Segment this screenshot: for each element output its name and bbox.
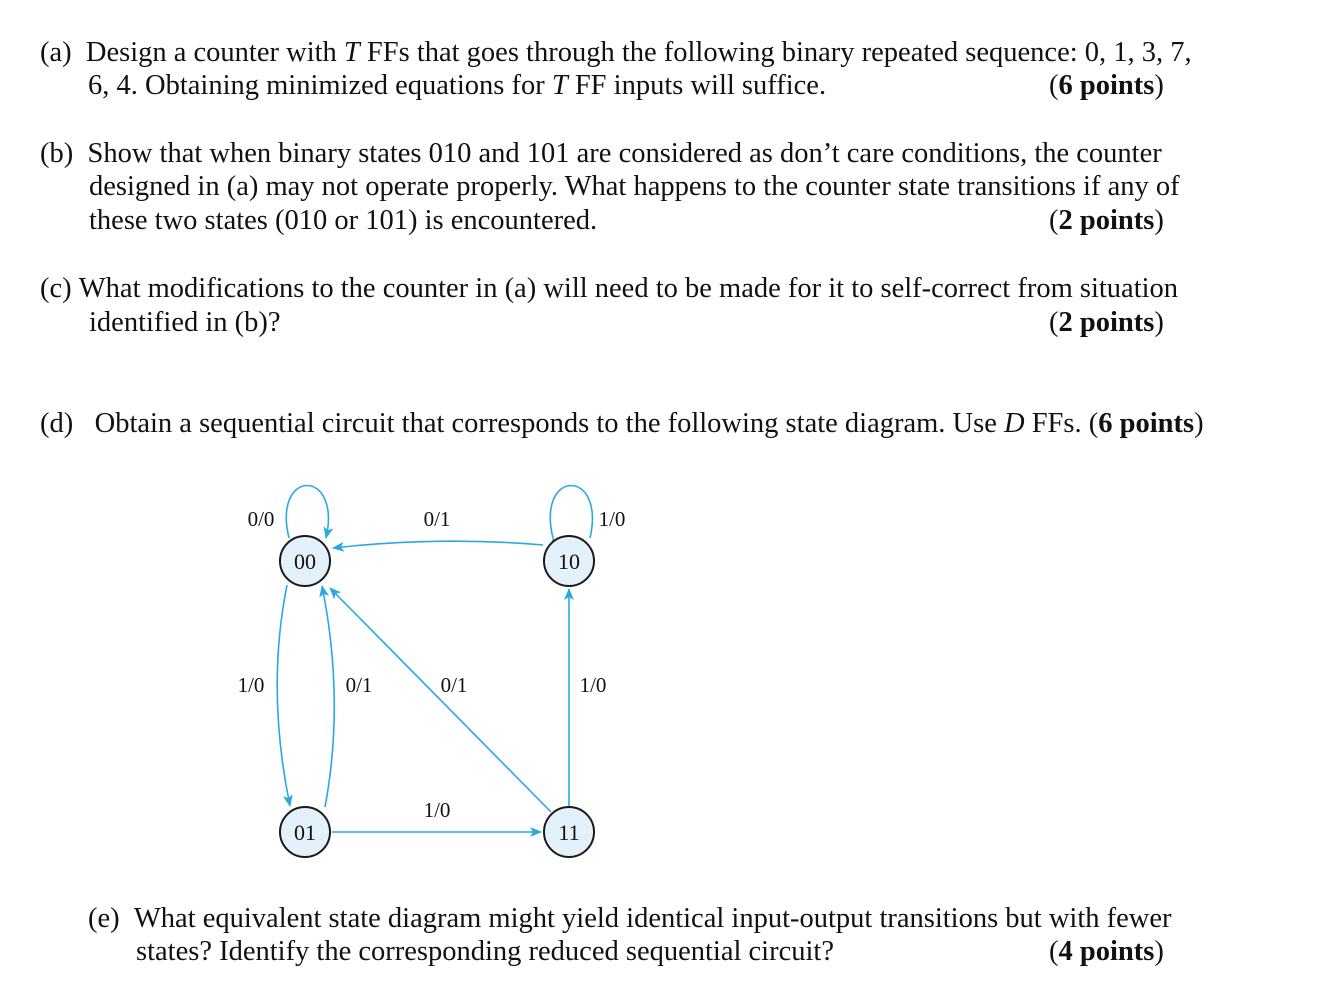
part-a-points-value: 6 points — [1058, 70, 1155, 101]
part-d-line: (d) Obtain a sequential circuit that corresponds to the following state diagram. Use D FFs. (6 points) — [40, 408, 1204, 439]
state-node-11 — [544, 807, 594, 857]
part-c-text-1: What modifications to the counter in (a) will need to be made for it to self-correct from situation — [78, 273, 1179, 304]
part-d-label: (d) — [40, 408, 74, 439]
label-11-to-00: 0/1 — [440, 673, 468, 697]
label-01-to-00: 0/1 — [345, 673, 373, 697]
part-e-text-1: What equivalent state diagram might yield identical input-output transitions but with fewer — [133, 903, 1172, 934]
part-e-label: (e) — [88, 903, 120, 934]
part-a-label: (a) — [40, 37, 72, 68]
variable-d: D — [1003, 408, 1025, 439]
part-b-points: (2 points) — [1049, 205, 1164, 236]
label-00-to-01: 1/0 — [237, 673, 265, 697]
part-a-text-2-post: FF inputs will suffice. — [567, 70, 827, 101]
label-01-to-11: 1/0 — [423, 798, 451, 822]
edge-11-to-00 — [330, 588, 551, 812]
label-11-to-10: 1/0 — [579, 673, 607, 697]
part-b-label: (b) — [40, 138, 74, 169]
part-c-text-2: identified in (b)? — [89, 307, 281, 338]
state-node-01 — [280, 807, 330, 857]
part-b-text-1: Show that when binary states 010 and 101 are considered as don’t care conditions, the counter — [87, 138, 1162, 169]
part-e-points: (4 points) — [1049, 936, 1164, 967]
part-e-text-2: states? Identify the corresponding reduced sequential circuit? — [136, 936, 834, 967]
part-e-line-1 — [88, 902, 1172, 936]
edge-01-to-00 — [322, 586, 334, 807]
part-c-points: (2 points) — [1049, 307, 1164, 338]
state-node-10 — [544, 536, 594, 586]
part-d-points-value: 6 points — [1098, 408, 1195, 439]
state-label-10: 10 — [558, 549, 580, 574]
state-label-11: 11 — [558, 820, 580, 845]
state-label-00: 00 — [294, 549, 316, 574]
part-d-text-pre: Obtain a sequential circuit that corresponds to the following state diagram. Use — [94, 408, 1004, 439]
part-a-points: (6 points) — [1049, 70, 1164, 101]
part-d-text-post: FFs. ( — [1024, 408, 1099, 439]
label-self-10: 1/0 — [598, 507, 626, 531]
state-node-00 — [280, 536, 330, 586]
edge-10-to-00 — [333, 541, 543, 548]
edge-self-loop-10 — [550, 486, 592, 539]
part-a-text-1-post: FFs that goes through the following binary repeated sequence: 0, 1, 3, 7, — [359, 37, 1192, 68]
part-b-text-3: these two states (010 or 101) is encountered. — [89, 205, 598, 236]
label-self-00: 0/0 — [247, 507, 275, 531]
transition-edges — [277, 486, 592, 833]
part-e-line-2 — [136, 935, 834, 969]
state-label-01: 01 — [294, 820, 316, 845]
edge-00-to-01 — [277, 585, 290, 806]
part-c-label: (c) — [40, 273, 72, 304]
label-10-to-00: 0/1 — [423, 507, 451, 531]
part-c-points-value: 2 points — [1058, 307, 1155, 338]
part-a-text-1-pre: Design a counter with — [85, 37, 344, 68]
part-a-text-2-pre: 6, 4. Obtaining minimized equations for — [88, 70, 552, 101]
variable-t: T — [551, 70, 568, 101]
part-e-points-value: 4 points — [1058, 936, 1155, 967]
edge-self-loop-00 — [286, 486, 328, 539]
part-b-text-2: designed in (a) may not operate properly. What happens to the counter state transitions if any of — [89, 171, 1180, 202]
variable-t: T — [343, 37, 360, 68]
part-b-points-value: 2 points — [1058, 205, 1155, 236]
